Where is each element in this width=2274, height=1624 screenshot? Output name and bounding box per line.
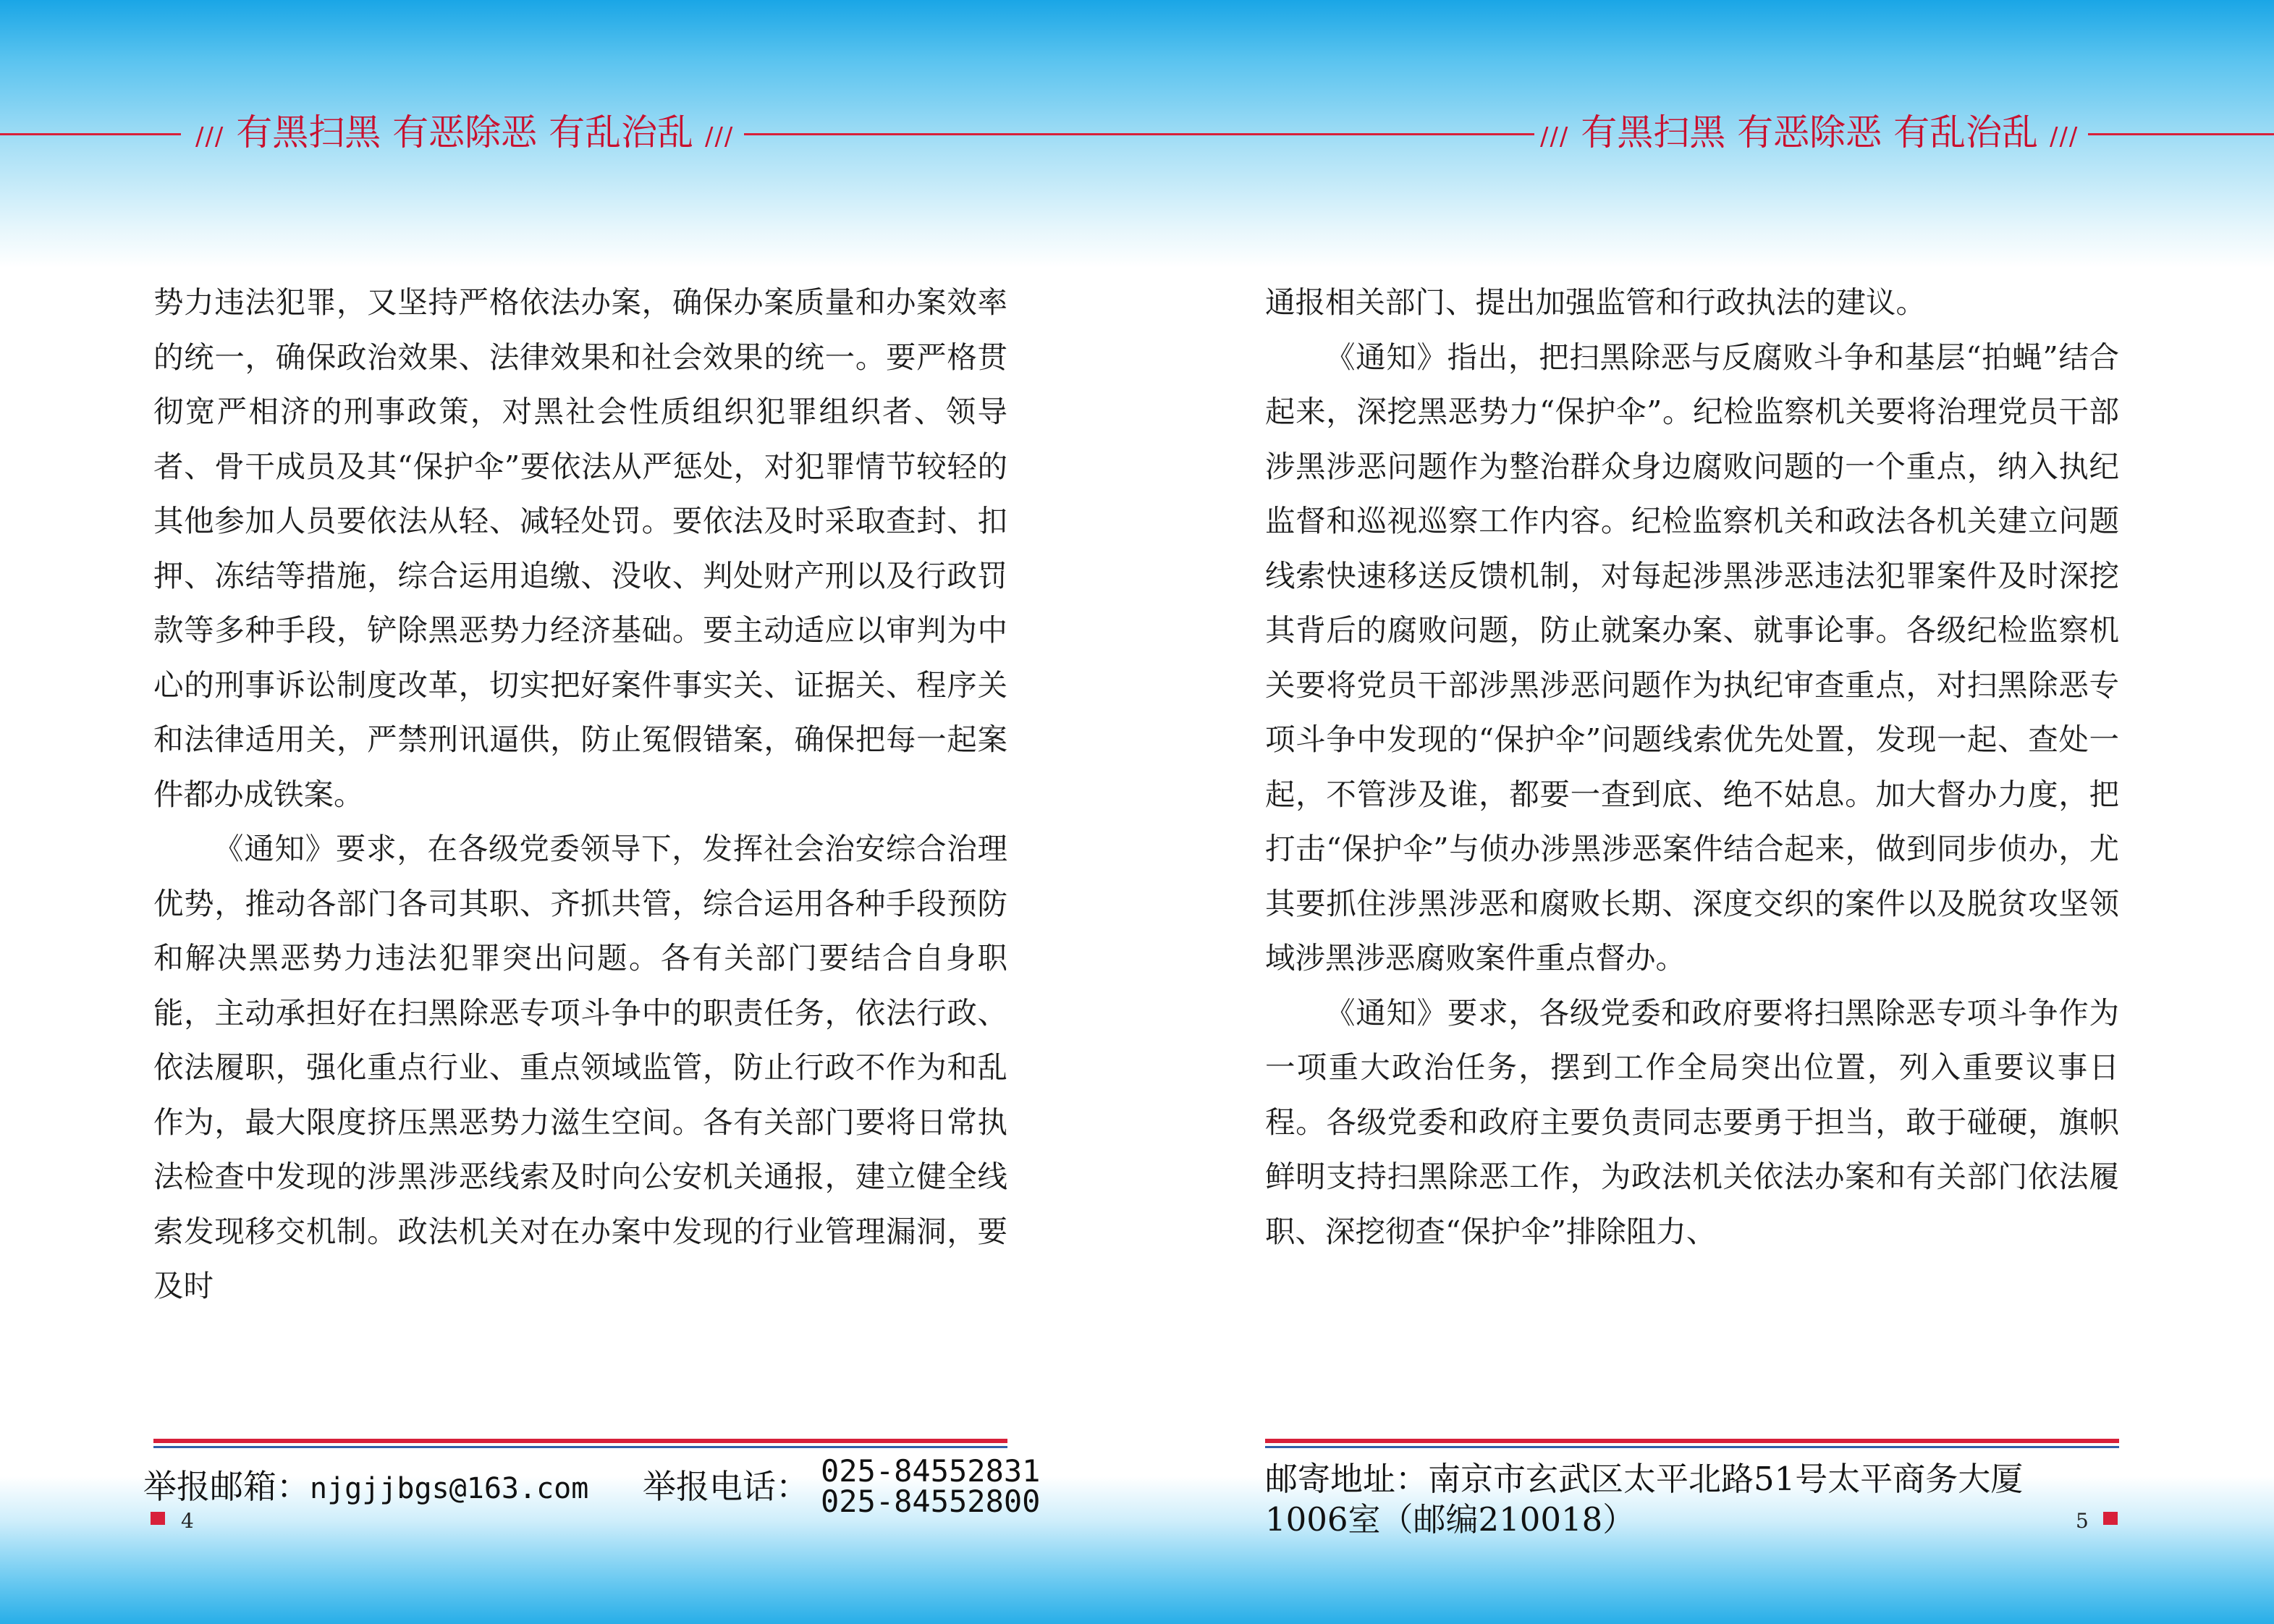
header-rule-right [2088,133,2274,135]
slogan-text: 有黑扫黑 有恶除恶 有乱治乱 [236,111,694,153]
report-phone-1: 025-84552831 [821,1453,1041,1489]
footer-rule-blue-left [153,1446,1007,1448]
header-slogan-right [1540,107,2079,158]
body-paragraph: 通报相关部门、提出加强监管和行政执法的建议。 [1265,284,1927,320]
footer-rule-red-left [153,1439,1007,1443]
body-paragraph: 《通知》要求，各级党委和政府要将扫黑除恶专项斗争作为一项重大政治任务，摆到工作全局突出位置，列入重要议事日程。各级党委和政府主要负责同志要勇于担当，敢于碰硬，旗帜鲜明支持扫黑除恶工作，为政法机关依法办案和有关部门依法履职、深挖彻查“保护伞”排除阻力、 [1265,994,2119,1249]
report-email[interactable]: njgjjbgs@163.com [310,1472,589,1505]
slash-decoration: /// [704,122,735,151]
mailing-address-line2: 1006室（邮编210018） [1265,1500,1636,1539]
report-phone-label: 举报电话： [643,1467,809,1506]
left-page-body [153,275,1007,1314]
right-page-body [1265,275,2119,1259]
page-number-right: 5 [2076,1509,2089,1533]
page-number-left: 4 [181,1509,194,1533]
report-phone-2: 025-84552800 [821,1484,1041,1519]
footer-rule-blue-right [1265,1446,2119,1448]
header-rule-middle [744,133,1534,135]
body-paragraph: 势力违法犯罪，又坚持严格依法办案，确保办案质量和办案效率的统一，确保政治效果、法律效果和社会效果的统一。要严格贯彻宽严相济的刑事政策，对黑社会性质组织犯罪组织者、领导者、骨干成员及其“保护伞”要依法从严惩处，对犯罪情节较轻的其他参加人员要依法从轻、减轻处罚。要依法及时采取查封、扣押、冻结等措施，综合运用追缴、没收、判处财产刑以及行政罚款等多种手段，铲除黑恶势力经济基础。要主动适应以审判为中心的刑事诉讼制度改革，切实把好案件事实关、证据关、程序关和法律适用关，严禁刑讯逼供，防止冤假错案，确保把每一起案件都办成铁案。 [153,284,1007,812]
slash-decoration: /// [1540,122,1570,151]
footer-rule-red-right [1265,1439,2119,1443]
body-paragraph: 《通知》要求，在各级党委领导下，发挥社会治安综合治理优势，推动各部门各司其职、齐抓共管，综合运用各种手段预防和解决黑恶势力违法犯罪突出问题。各有关部门要结合自身职能，主动承担好在扫黑除恶专项斗争中的职责任务，依法行政、依法履职，强化重点行业、重点领域监管，防止行政不作为和乱作为，最大限度挤压黑恶势力滋生空间。各有关部门要将日常执法检查中发现的涉黑涉恶线索及时向公安机关通报，建立健全线索发现移交机制。政法机关对在办案中发现的行业管理漏洞，要及时 [153,831,1007,1303]
slogan-text: 有黑扫黑 有恶除恶 有乱治乱 [1581,111,2039,153]
body-paragraph: 《通知》指出，把扫黑除恶与反腐败斗争和基层“拍蝇”结合起来，深挖黑恶势力“保护伞”。纪检监察机关要将治理党员干部涉黑涉恶问题作为整治群众身边腐败问题的一个重点，纳入执纪监督和巡视巡察工作内容。纪检监察机关和政法各机关建立问题线索快速移送反馈机制，对每起涉黑涉恶违法犯罪案件及时深挖其背后的腐败问题，防止就案办案、就事论事。各级纪检监察机关要将党员干部涉黑涉恶问题作为执纪审查重点，对扫黑除恶专项斗争中发现的“保护伞”问题线索优先处置，发现一起、查处一起，不管涉及谁，都要一查到底、绝不姑息。加大督办力度，把打击“保护伞”与侦办涉黑涉恶案件结合起来，做到同步侦办，尤其要抓住涉黑涉恶和腐败长期、深度交织的案件以及脱贫攻坚领域涉黑涉恶腐败案件重点督办。 [1265,339,2119,976]
page-marker-icon [2103,1512,2118,1525]
slash-decoration: /// [195,122,225,151]
header-rule-left [0,133,181,135]
slash-decoration: /// [2049,122,2079,151]
header-slogan-left [195,107,734,158]
mailing-address-line1: 邮寄地址：南京市玄武区太平北路51号太平商务大厦 [1265,1460,2024,1498]
report-email-line [143,1466,588,1509]
page-marker-icon [151,1512,165,1525]
report-email-label: 举报邮箱： [143,1467,310,1506]
